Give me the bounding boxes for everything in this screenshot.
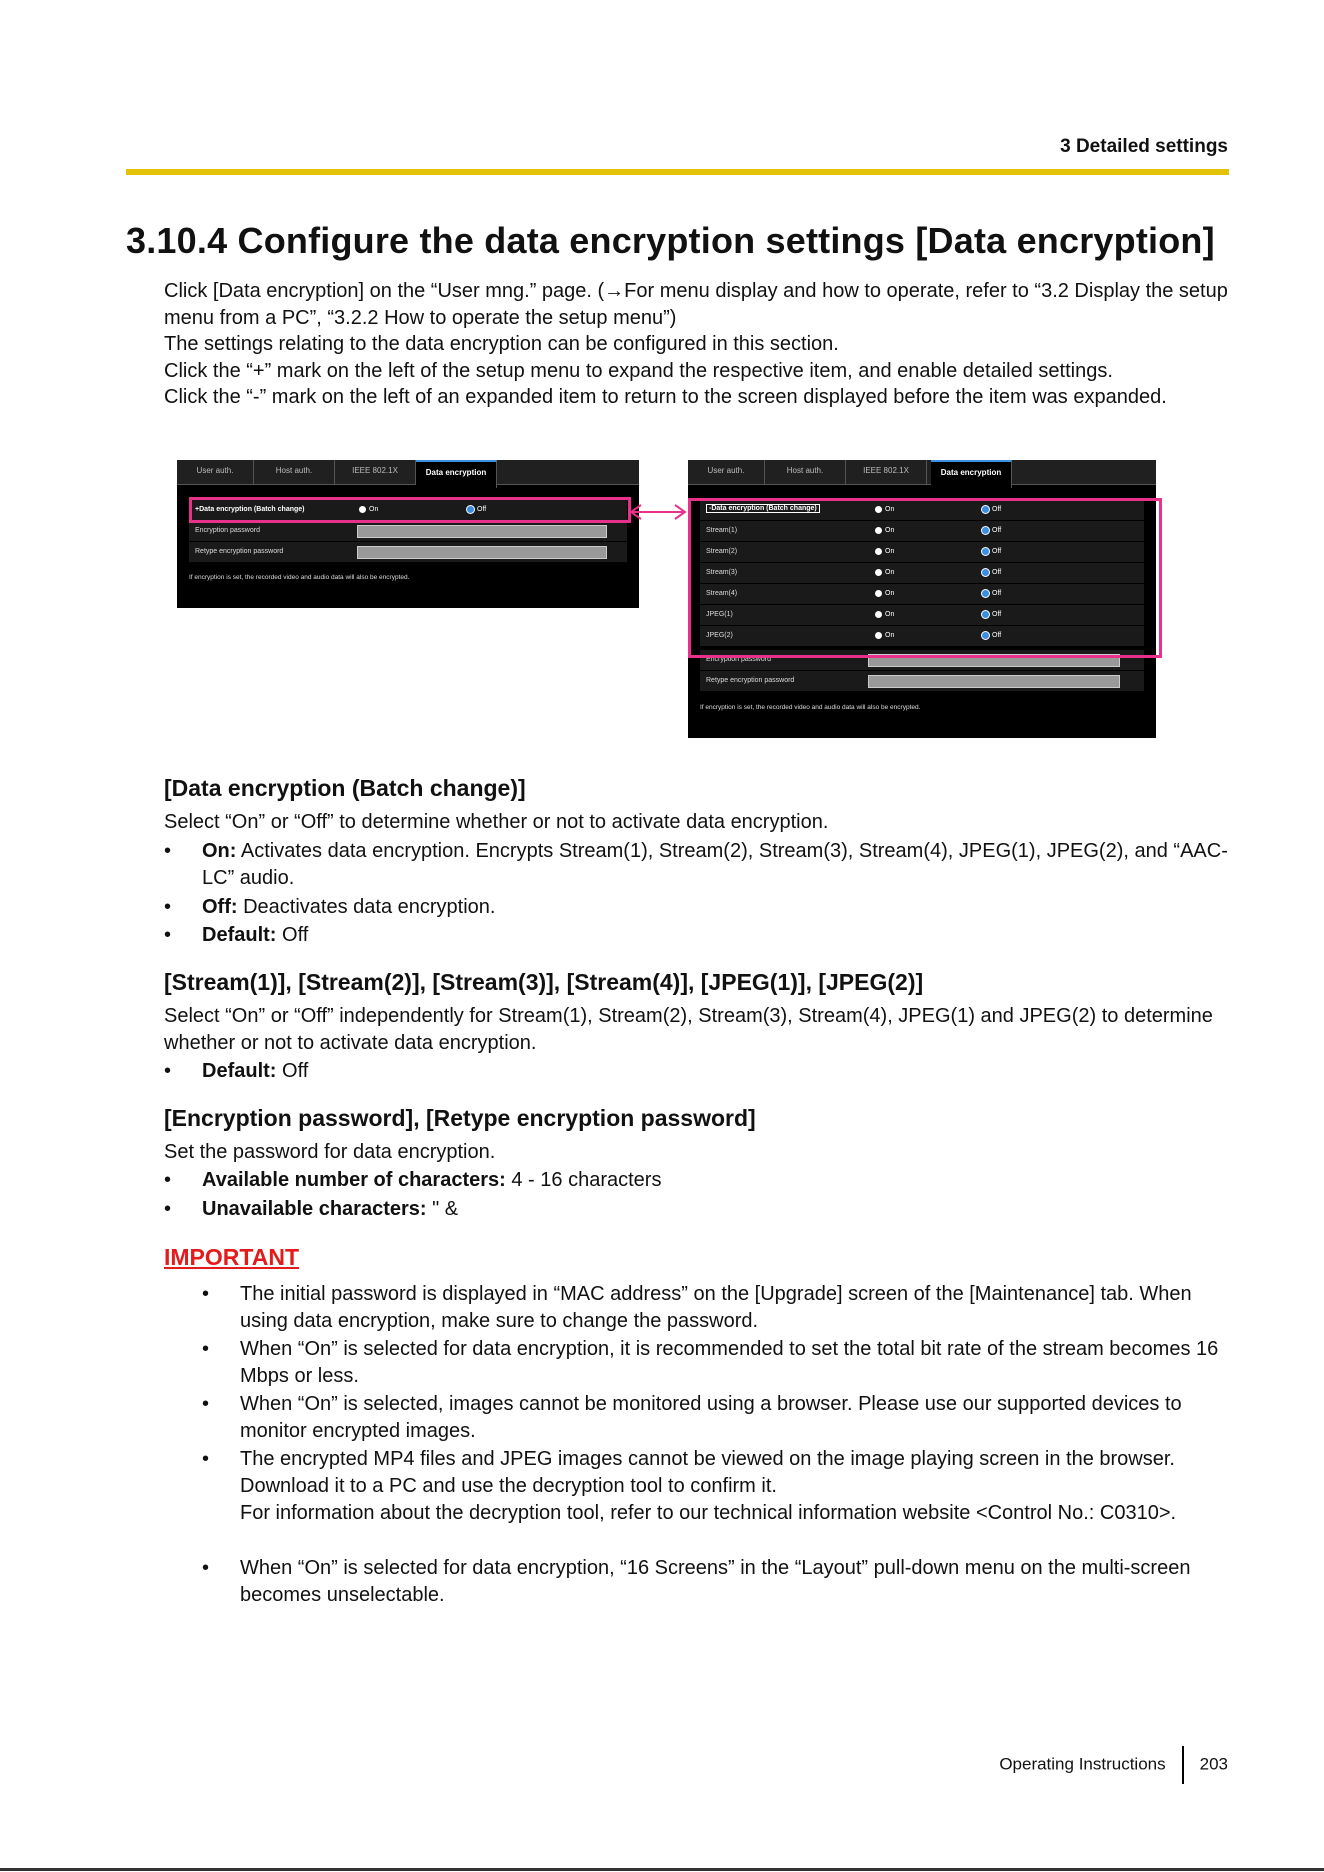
encryption-note: If encryption is set, the recorded video and audio data will also be encrypted. bbox=[189, 574, 410, 581]
radio-off-label: Off bbox=[477, 506, 487, 513]
bullet-item bbox=[164, 1058, 1234, 1085]
bullet-item bbox=[164, 922, 1234, 949]
page-title: 3.10.4 Configure the data encryption settings [Data encryption] bbox=[126, 220, 1215, 261]
important-text: The initial password is displayed in “MAC address” on the [Upgrade] screen of the [Maintenance] tab. When using data encryption, make sure to change the password. bbox=[240, 1283, 1192, 1332]
radio-on[interactable] bbox=[359, 506, 366, 513]
bullet-dot: • bbox=[164, 1198, 172, 1220]
retype-label: Retype encryption password bbox=[706, 677, 795, 684]
retype-field[interactable] bbox=[868, 675, 1120, 688]
bullet-label: Default: bbox=[202, 924, 277, 946]
radio-off-label: Off bbox=[992, 632, 1002, 639]
bullet-dot: • bbox=[202, 1448, 210, 1470]
radio-on-label: On bbox=[885, 590, 895, 597]
bullet-dot: • bbox=[164, 840, 172, 862]
stream-label: Stream(3) bbox=[706, 569, 738, 576]
password-field[interactable] bbox=[868, 654, 1120, 667]
important-item bbox=[202, 1446, 1232, 1527]
radio-on[interactable] bbox=[875, 569, 882, 576]
radio-on[interactable] bbox=[875, 632, 882, 639]
radio-off[interactable] bbox=[982, 548, 989, 555]
tab-data-encryption[interactable]: Data encryption bbox=[931, 460, 1012, 488]
radio-on[interactable] bbox=[875, 590, 882, 597]
radio-off-label: Off bbox=[992, 569, 1002, 576]
footer-separator bbox=[1182, 1746, 1184, 1784]
radio-off[interactable] bbox=[982, 527, 989, 534]
important-item bbox=[202, 1336, 1232, 1390]
tab-ieee[interactable]: IEEE 802.1X bbox=[846, 460, 927, 484]
tab-user-auth[interactable]: User auth. bbox=[177, 460, 254, 484]
radio-off[interactable] bbox=[982, 506, 989, 513]
bullet-dot: • bbox=[164, 1169, 172, 1191]
important-item bbox=[202, 1555, 1232, 1609]
radio-off[interactable] bbox=[982, 590, 989, 597]
bullet-dot: • bbox=[202, 1338, 210, 1360]
stream-row bbox=[700, 584, 1144, 605]
radio-on-label: On bbox=[885, 548, 895, 555]
jpeg-row bbox=[700, 626, 1144, 647]
important-text: When “On” is selected for data encryption, it is recommended to set the total bit rate of the stream becomes 16 Mbps or less. bbox=[240, 1338, 1219, 1387]
intro-line: The settings relating to the data encryption can be configured in this section. bbox=[164, 333, 839, 356]
bullet-dot: • bbox=[202, 1557, 210, 1579]
intro-text bbox=[164, 278, 1234, 411]
radio-off[interactable] bbox=[982, 611, 989, 618]
retype-row bbox=[700, 671, 1144, 692]
password-field[interactable] bbox=[357, 525, 607, 538]
radio-off-label: Off bbox=[992, 611, 1002, 618]
jpeg-label: JPEG(2) bbox=[706, 632, 733, 639]
encryption-note: If encryption is set, the recorded video and audio data will also be encrypted. bbox=[700, 704, 921, 711]
radio-off[interactable] bbox=[467, 506, 474, 513]
batch-change-row bbox=[700, 500, 1144, 521]
bullet-label: Default: bbox=[202, 1060, 277, 1082]
bullet-dot: • bbox=[202, 1283, 210, 1305]
radio-on-label: On bbox=[885, 506, 895, 513]
bullet-text: Deactivates data encryption. bbox=[237, 896, 496, 918]
header-rule bbox=[126, 169, 1229, 175]
tab-data-encryption[interactable]: Data encryption bbox=[416, 460, 497, 488]
bullet-dot: • bbox=[202, 1393, 210, 1415]
radio-on-label: On bbox=[369, 506, 379, 513]
radio-on[interactable] bbox=[875, 506, 882, 513]
radio-on[interactable] bbox=[875, 527, 882, 534]
bullet-text: Off bbox=[276, 924, 309, 946]
important-heading: IMPORTANT bbox=[164, 1244, 300, 1270]
jpeg-row bbox=[700, 605, 1144, 626]
bullet-dot: • bbox=[164, 896, 172, 918]
bullet-label: On: bbox=[202, 840, 237, 862]
important-text: For information about the decryption tool, refer to our technical information website <Control No.: C0310>. bbox=[240, 1502, 1177, 1524]
retype-field[interactable] bbox=[357, 546, 607, 559]
tab-host-auth[interactable]: Host auth. bbox=[254, 460, 335, 484]
double-arrow-icon bbox=[627, 502, 689, 522]
stream-label: Stream(2) bbox=[706, 548, 738, 555]
section-text-password: Set the password for data encryption. bbox=[164, 1141, 496, 1163]
radio-on-label: On bbox=[885, 632, 895, 639]
section-heading-password: [Encryption password], [Retype encryption password] bbox=[164, 1105, 756, 1131]
bullet-dot: • bbox=[164, 924, 172, 946]
stream-row bbox=[700, 542, 1144, 563]
radio-off-label: Off bbox=[992, 590, 1002, 597]
password-label: Encryption password bbox=[195, 527, 260, 534]
stream-label: Stream(4) bbox=[706, 590, 738, 597]
section-text-batch: Select “On” or “Off” to determine whether or not to activate data encryption. bbox=[164, 811, 829, 833]
bullet-label: Off: bbox=[202, 896, 238, 918]
intro-line: Click [Data encryption] on the “User mng.” page. (→For menu display and how to operate, refer to “3.2 Display the setup menu from a PC”, “3.2.2 How to operate the setup menu”) bbox=[164, 280, 1228, 329]
screenshot-expanded bbox=[688, 460, 1156, 738]
footer bbox=[999, 1746, 1228, 1784]
tab-bar bbox=[688, 460, 1156, 485]
bullet-item bbox=[164, 1196, 1234, 1223]
batch-change-row bbox=[189, 500, 627, 521]
retype-row bbox=[189, 542, 627, 563]
bullet-text: 4 - 16 characters bbox=[505, 1169, 662, 1191]
important-text: When “On” is selected for data encryption, “16 Screens” in the “Layout” pull-down menu on the multi-screen becomes unselectable. bbox=[240, 1557, 1191, 1606]
bullet-text: " & bbox=[426, 1198, 459, 1220]
retype-label: Retype encryption password bbox=[195, 548, 284, 555]
page-number: 203 bbox=[1199, 1754, 1228, 1774]
batch-change-label[interactable]: +Data encryption (Batch change) bbox=[195, 506, 305, 513]
bullet-label: Available number of characters: bbox=[202, 1169, 506, 1191]
important-text: The encrypted MP4 files and JPEG images cannot be viewed on the image playing screen in the browser. Download it to a PC and use the decryption tool to confirm it. bbox=[240, 1448, 1175, 1497]
stream-row bbox=[700, 563, 1144, 584]
bullet-item bbox=[164, 1167, 1234, 1194]
important-item bbox=[202, 1391, 1232, 1445]
intro-line: Click the “+” mark on the left of the setup menu to expand the respective item, and enable detailed settings. bbox=[164, 359, 1113, 382]
jpeg-label: JPEG(1) bbox=[706, 611, 733, 618]
bullet-text: Off bbox=[276, 1060, 309, 1082]
intro-line: Click the “-” mark on the left of an expanded item to return to the screen displayed before the item was expanded. bbox=[164, 386, 1167, 409]
stream-label: Stream(1) bbox=[706, 527, 738, 534]
section-heading-batch: [Data encryption (Batch change)] bbox=[164, 775, 526, 801]
password-label: Encryption password bbox=[706, 656, 771, 663]
stream-row bbox=[700, 521, 1144, 542]
radio-on-label: On bbox=[885, 527, 895, 534]
bottom-rule bbox=[0, 1868, 1324, 1871]
tab-host-auth[interactable]: Host auth. bbox=[765, 460, 846, 484]
password-row bbox=[700, 650, 1144, 671]
bullet-item bbox=[164, 838, 1234, 892]
radio-off[interactable] bbox=[982, 632, 989, 639]
section-text-streams: Select “On” or “Off” independently for Stream(1), Stream(2), Stream(3), Stream(4), JPEG(1) and JPEG(2) to determine whether or not to activate data encryption. bbox=[164, 1005, 1213, 1054]
screenshot-collapsed bbox=[177, 460, 639, 608]
section-heading-streams: [Stream(1)], [Stream(2)], [Stream(3)], [Stream(4)], [JPEG(1)], [JPEG(2)] bbox=[164, 969, 924, 995]
bullet-text: Activates data encryption. Encrypts Stream(1), Stream(2), Stream(3), Stream(4), JPEG(1), JPEG(2), and “AAC-LC” audio. bbox=[202, 840, 1228, 889]
radio-on-label: On bbox=[885, 569, 895, 576]
radio-on-label: On bbox=[885, 611, 895, 618]
radio-off-label: Off bbox=[992, 548, 1002, 555]
bullet-dot: • bbox=[164, 1060, 172, 1082]
important-item bbox=[202, 1281, 1232, 1335]
important-text: When “On” is selected, images cannot be monitored using a browser. Please use our supported devices to monitor encrypted images. bbox=[240, 1393, 1182, 1442]
tab-user-auth[interactable]: User auth. bbox=[688, 460, 765, 484]
radio-off-label: Off bbox=[992, 527, 1002, 534]
bullet-item bbox=[164, 894, 1234, 921]
radio-on[interactable] bbox=[875, 548, 882, 555]
tab-bar bbox=[177, 460, 639, 485]
radio-on[interactable] bbox=[875, 611, 882, 618]
footer-text: Operating Instructions bbox=[999, 1754, 1166, 1774]
batch-change-label[interactable]: -Data encryption (Batch change) bbox=[706, 504, 820, 513]
bullet-label: Unavailable characters: bbox=[202, 1198, 427, 1220]
tab-ieee[interactable]: IEEE 802.1X bbox=[335, 460, 416, 484]
password-row bbox=[189, 521, 627, 542]
header-section-label: 3 Detailed settings bbox=[1060, 136, 1228, 157]
radio-off[interactable] bbox=[982, 569, 989, 576]
radio-off-label: Off bbox=[992, 506, 1002, 513]
